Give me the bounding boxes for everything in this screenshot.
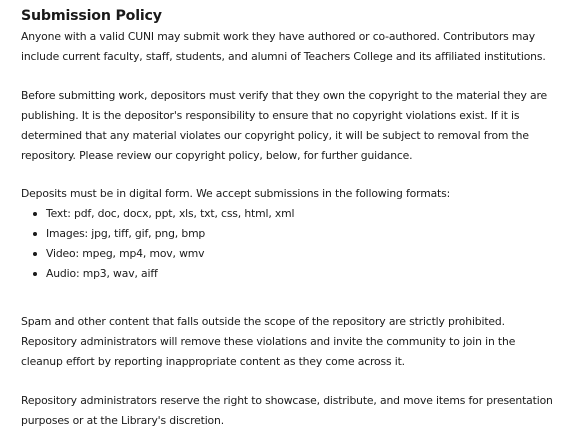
page-title: Submission Policy [21,8,162,24]
paragraph-line: Repository administrators will remove these violations and invite the community to join in the [21,335,516,348]
paragraph-line: repository. Please review our copyright policy, below, for further guidance. [21,149,413,162]
list-item-text: Images: jpg, tiff, gif, png, bmp [46,227,206,240]
paragraph-line: include current faculty, staff, students, and alumni of Teachers College and its affiliated institutions. [21,50,546,63]
paragraph-line: Anyone with a valid CUNI may submit work they have authored or co-authored. Contributors may [21,30,535,43]
list-item [21,264,294,284]
formats-intro-paragraph [21,184,576,204]
paragraph-line: cleanup effort by reporting inappropriate content as they come across it. [21,355,405,368]
paragraph-line: Before submitting work, depositors must verify that they own the copyright to the material they are [21,89,548,102]
spam-paragraph [21,312,576,372]
administrator-rights-paragraph [21,391,576,431]
paragraph-line: publishing. It is the depositor's responsibility to ensure that no copyright violations exist. If it is [21,109,520,122]
bullet-icon [33,272,37,276]
paragraph-line: Deposits must be in digital form. We accept submissions in the following formats: [21,187,451,200]
copyright-paragraph [21,86,576,166]
bullet-icon [33,212,37,216]
list-item-text: Audio: mp3, wav, aiff [46,267,158,280]
paragraph-line: Repository administrators reserve the right to showcase, distribute, and move items for presentation [21,394,553,407]
bullet-icon [33,232,37,236]
list-item [21,224,294,244]
list-item-text: Text: pdf, doc, docx, ppt, xls, txt, css, html, xml [46,207,295,220]
paragraph-line: Spam and other content that falls outside the scope of the repository are strictly prohibited. [21,315,505,328]
eligibility-paragraph [21,27,576,67]
list-item-text: Video: mpeg, mp4, mov, wmv [46,247,205,260]
bullet-icon [33,252,37,256]
paragraph-line: determined that any material violates our copyright policy, it will be subject to removal from the [21,129,529,142]
paragraph-line: purposes or at the Library's discretion. [21,414,224,427]
list-item [21,204,294,224]
formats-list [21,204,294,284]
list-item [21,244,294,264]
